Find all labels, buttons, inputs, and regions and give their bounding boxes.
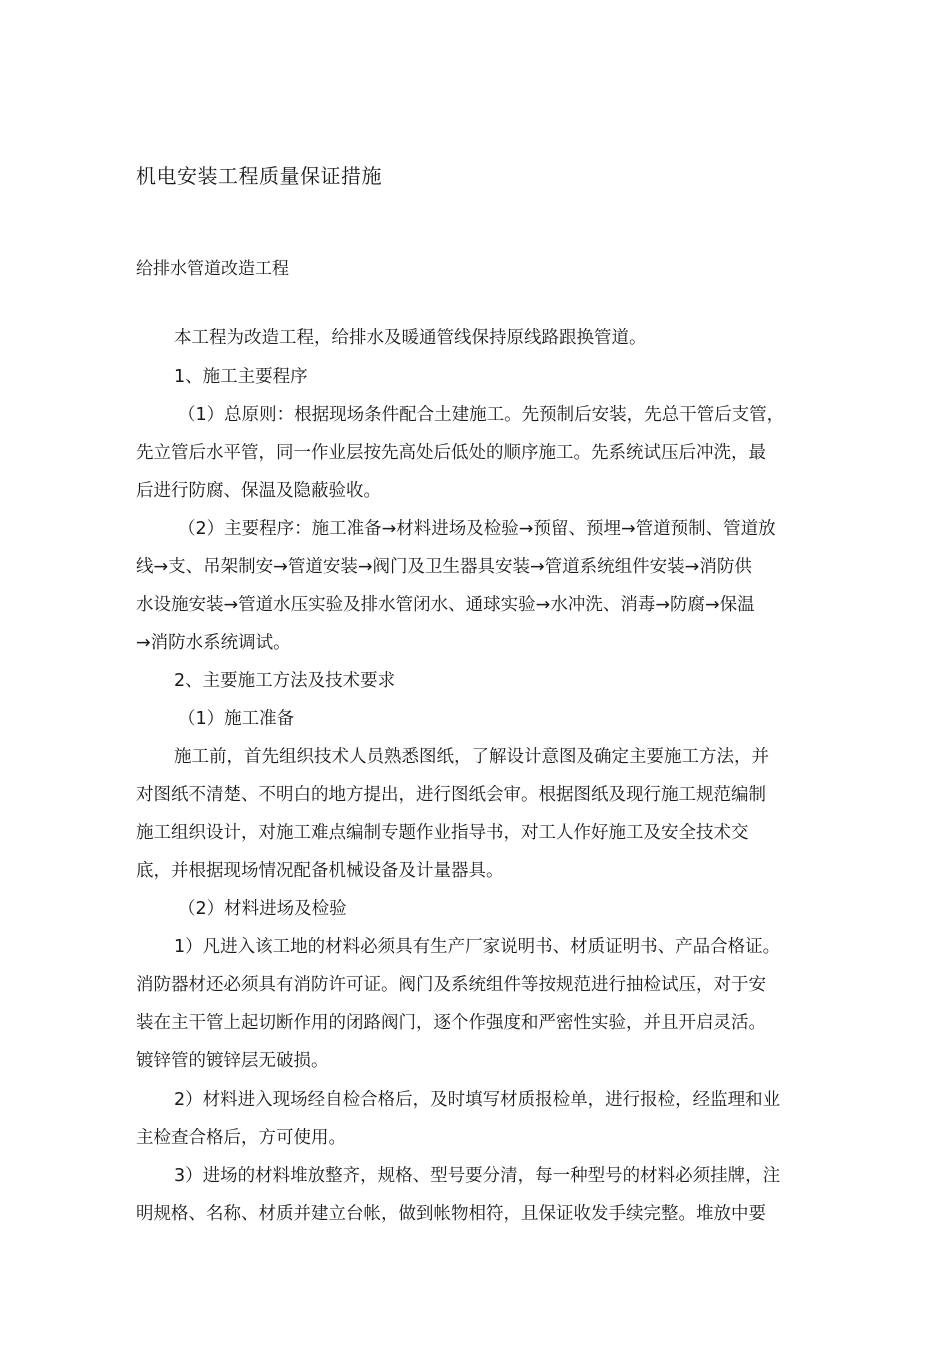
paragraph-line: 施工组织设计，对施工难点编制专题作业指导书，对工人作好施工及安全技术交	[136, 823, 749, 843]
paragraph-line: 装在主干管上起切断作用的闭路阀门，逐个作强度和严密性实验，并且开启灵活。	[136, 1013, 766, 1033]
paragraph-line: 本工程为改造工程，给排水及暖通管线保持原线路跟换管道。	[174, 328, 647, 348]
paragraph-line: 主检查合格后，方可使用。	[136, 1128, 346, 1148]
heading-line: （2）材料进场及检验	[178, 899, 347, 919]
paragraph-line: →消防水系统调试。	[136, 633, 291, 653]
heading-line: （1）施工准备	[178, 709, 295, 729]
paragraph-line: 明规格、名称、材质并建立台帐，做到帐物相符，且保证收发手续完整。堆放中要	[136, 1204, 766, 1224]
paragraph-line: （1）总原则：根据现场条件配合土建施工。先预制后安装，先总干管后支管，	[178, 405, 785, 425]
section-title: 给排水管道改造工程	[136, 259, 289, 279]
document-title: 机电安装工程质量保证措施	[136, 164, 382, 188]
paragraph-line: 消防器材还必须具有消防许可证。阀门及系统组件等按规范进行抽检试压，对于安	[136, 975, 766, 995]
paragraph-line: 3）进场的材料堆放整齐，规格、型号要分清，每一种型号的材料必须挂牌，注	[174, 1166, 781, 1186]
heading-line: 2、主要施工方法及技术要求	[174, 671, 396, 691]
paragraph-line: 线→支、吊架制安→管道安装→阀门及卫生器具安装→管道系统组件安装→消防供	[136, 557, 752, 577]
paragraph-line: 施工前，首先组织技术人员熟悉图纸，了解设计意图及确定主要施工方法，并	[174, 747, 769, 767]
paragraph-line: 对图纸不清楚、不明白的地方提出，进行图纸会审。根据图纸及现行施工规范编制	[136, 785, 766, 805]
paragraph-line: （2）主要程序：施工准备→材料进场及检验→预留、预埋→管道预制、管道放	[178, 519, 776, 539]
paragraph-line: 镀锌管的镀锌层无破损。	[136, 1051, 329, 1071]
paragraph-line: 1）凡进入该工地的材料必须具有生产厂家说明书、材质证明书、产品合格证。	[174, 937, 781, 957]
paragraph-line: 先立管后水平管，同一作业层按先高处后低处的顺序施工。先系统试压后冲洗，最	[136, 443, 766, 463]
heading-line: 1、施工主要程序	[174, 367, 308, 387]
paragraph-line: 水设施安装→管道水压实验及排水管闭水、通球实验→水冲洗、消毒→防腐→保温	[136, 595, 755, 615]
paragraph-line: 后进行防腐、保温及隐蔽验收。	[136, 481, 381, 501]
paragraph-line: 2）材料进入现场经自检合格后，及时填写材质报检单，进行报检，经监理和业	[174, 1090, 781, 1110]
paragraph-line: 底，并根据现场情况配备机械设备及计量器具。	[136, 861, 504, 881]
